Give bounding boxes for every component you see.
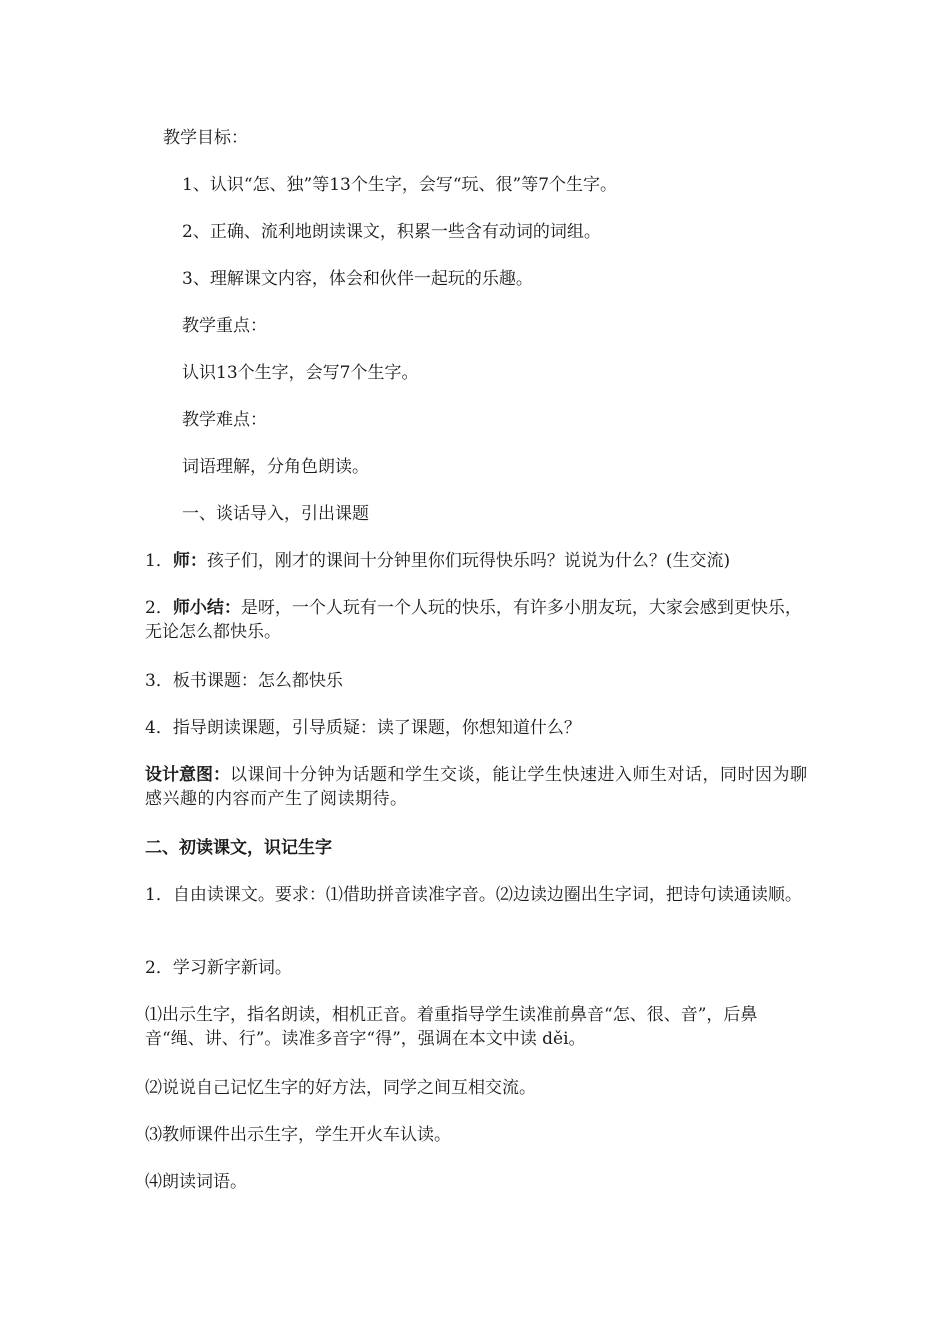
step-number: 4． (145, 718, 173, 738)
section2-heading: 二、初读课文，识记生字 (145, 838, 332, 858)
step-text: 是呀，一个人玩有一个人玩的快乐，有许多小朋友玩，大家会感到更快乐，无论怎么都快乐。 (145, 598, 802, 642)
difficulty-text: 词语理解，分角色朗读。 (182, 457, 369, 477)
step-text: 孩子们，刚才的课间十分钟里你们玩得快乐吗？说说为什么？(生交流) (206, 551, 731, 571)
objective-item-2: 2、正确、流利地朗读课文，积累一些含有动词的词组。 (182, 222, 601, 242)
section1-step-4 (145, 716, 810, 740)
step-number: 2． (145, 598, 173, 618)
section1-step-3 (145, 669, 810, 693)
section1-step-2 (145, 596, 810, 644)
section2-sub-1: ⑴出示生字，指名朗读，相机正音。着重指导学生读准前鼻音“怎、很、音”，后鼻音“绳、讲、行”。读准多音字“得”，强调在本文中读 děi。 (145, 1005, 758, 1049)
section2-sub-2: ⑵说说自己记忆生字的好方法，同学之间互相交流。 (145, 1078, 536, 1098)
step-label: 师： (172, 551, 207, 571)
step-text: 指导朗读课题，引导质疑：读了课题，你想知道什么？ (172, 718, 581, 738)
step-text: 板书课题：怎么都快乐 (172, 671, 343, 691)
design-intent-label: 设计意图： (145, 765, 230, 785)
step-label: 师小结： (172, 598, 241, 618)
design-intent (145, 763, 810, 811)
design-intent-text: 以课间十分钟为话题和学生交谈，能让学生快速进入师生对话，同时因为聊感兴趣的内容而产生了阅读期待。 (145, 765, 808, 809)
objective-item-3: 3、理解课文内容，体会和伙伴一起玩的乐趣。 (182, 269, 533, 289)
section2-step-1: 1．自由读课文。要求：⑴借助拼音读准字音。⑵边读边圈出生字词，把诗句读通读顺。 (145, 885, 802, 905)
focus-text: 认识13个生字，会写7个生字。 (182, 363, 419, 383)
section2-sub-3: ⑶教师课件出示生字，学生开火车认读。 (145, 1125, 451, 1145)
focus-heading: 教学重点： (182, 316, 267, 336)
objectives-heading: 教学目标： (163, 128, 248, 148)
section1-step-1 (145, 549, 810, 573)
difficulty-heading: 教学难点： (182, 410, 267, 430)
section2-sub-4: ⑷朗读词语。 (145, 1172, 247, 1192)
objective-item-1: 1、认识“怎、独”等13个生字，会写“玩、很”等7个生字。 (182, 175, 618, 195)
step-number: 1． (145, 551, 173, 571)
section2-step-2: 2．学习新字新词。 (145, 958, 292, 978)
section1-heading: 一、谈话导入，引出课题 (182, 504, 369, 524)
step-number: 3． (145, 671, 173, 691)
